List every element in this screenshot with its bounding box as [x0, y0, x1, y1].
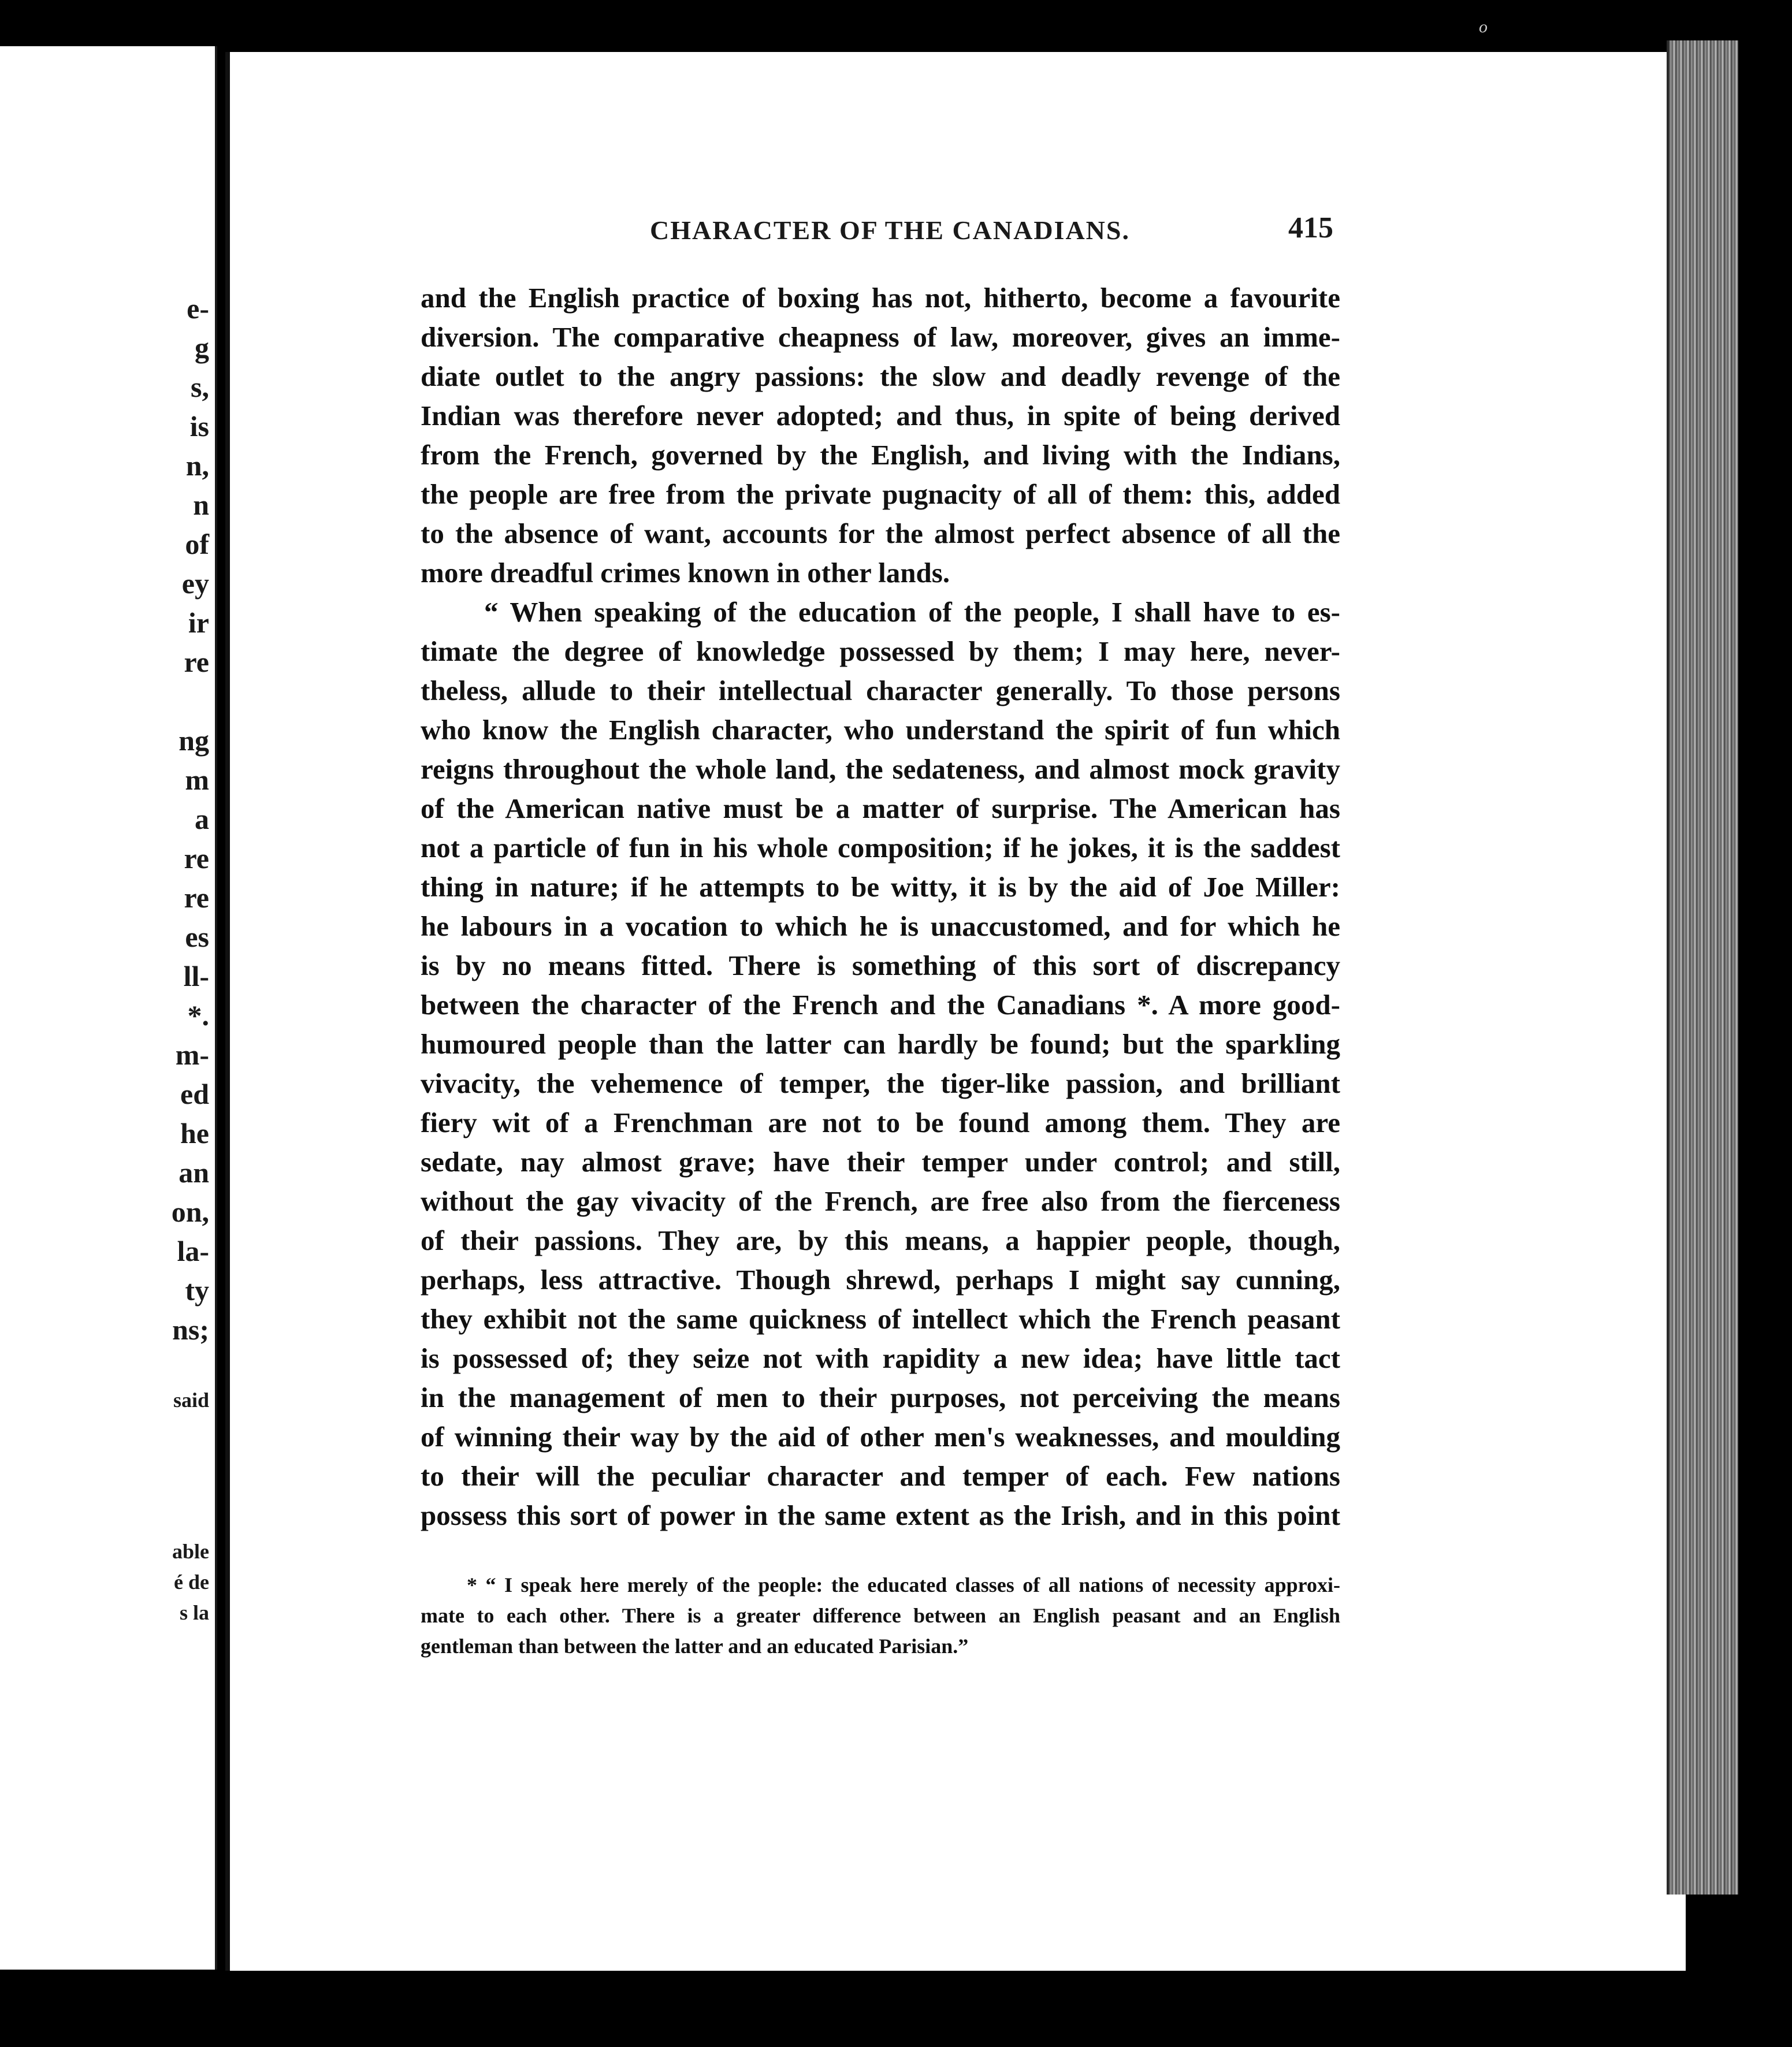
footnote-line: mate to each other. There is a greater difference between an English peasant and an English	[421, 1604, 1340, 1627]
footnote-line: gentleman than between the latter and an educated Parisian.”	[421, 1635, 969, 1658]
text-line: of their passions. They are, by this means, a happier people, though,	[421, 1225, 1340, 1256]
text-line: theless, allude to their intellectual character generally. To those persons	[421, 675, 1340, 706]
previous-page-fragment	[0, 46, 217, 1970]
page-number: 415	[1288, 211, 1333, 244]
text-line: he labours in a vocation to which he is unaccustomed, and for which he	[421, 910, 1340, 942]
text-line: of the American native must be a matter of surprise. The American has	[421, 792, 1340, 824]
left-page-line-fragment: g	[195, 332, 209, 364]
text-line: without the gay vivacity of the French, are free also from the fierceness	[421, 1185, 1340, 1217]
text-line: diversion. The comparative cheapness of law, moreover, gives an imme-	[421, 321, 1340, 353]
left-page-line-fragment: ns;	[172, 1313, 209, 1346]
left-page-line-fragment: an	[179, 1156, 209, 1189]
left-page-line-fragment: on,	[171, 1196, 209, 1228]
text-line: diate outlet to the angry passions: the slow and deadly revenge of the	[421, 360, 1340, 392]
left-page-line-fragment: es	[185, 921, 209, 953]
left-page-line-fragment: n	[193, 489, 209, 521]
running-head: CHARACTER OF THE CANADIANS.	[650, 215, 1130, 245]
text-line: timate the degree of knowledge possessed by them; I may here, never-	[421, 635, 1340, 667]
text-line: of winning their way by the aid of other men's weaknesses, and moulding	[421, 1421, 1340, 1453]
body-text	[421, 278, 1340, 1535]
left-page-line-fragment: a	[195, 803, 209, 835]
left-page-line-fragment: of	[185, 528, 209, 560]
left-page-line-fragment: ty	[185, 1274, 209, 1307]
left-page-line-fragment: ed	[180, 1078, 209, 1110]
paragraph-end-line: more dreadful crimes known in other lands.	[421, 557, 950, 589]
left-page-note-fragment: said	[173, 1389, 209, 1412]
footnote-line: * “ I speak here merely of the people: the educated classes of all nations of necessity approxi-	[467, 1573, 1340, 1596]
left-page-line-fragment: ey	[181, 567, 209, 600]
left-page-line-fragment: n,	[185, 449, 209, 482]
text-line: possess this sort of power in the same extent as the Irish, and in this point	[421, 1499, 1340, 1531]
left-page-line-fragment: re	[184, 881, 209, 914]
text-line: they exhibit not the same quickness of intellect which the French peasant	[421, 1303, 1340, 1335]
left-page-line-fragment: s,	[191, 371, 209, 403]
text-line: humoured people than the latter can hardly be found; but the sparkling	[421, 1028, 1340, 1060]
text-line: is possessed of; they seize not with rapidity a new idea; have little tact	[421, 1342, 1340, 1374]
left-page-note-fragment: able	[172, 1540, 209, 1563]
text-line: reigns throughout the whole land, the sedateness, and almost mock gravity	[421, 753, 1340, 785]
text-line: in the management of men to their purposes, not perceiving the means	[421, 1382, 1340, 1413]
text-line: perhaps, less attractive. Though shrewd, perhaps I might say cunning,	[421, 1264, 1340, 1296]
footnote	[421, 1570, 1340, 1662]
text-line: is by no means fitted. There is something of this sort of discrepancy	[421, 950, 1340, 981]
scan-mark: o	[1479, 17, 1488, 36]
text-line: between the character of the French and the Canadians *. A more good-	[421, 989, 1340, 1021]
left-page-line-fragment: m-	[175, 1039, 209, 1071]
text-line: to the absence of want, accounts for the almost perfect absence of all the	[421, 518, 1340, 549]
left-page-line-fragment: *.	[187, 999, 209, 1032]
left-page-line-fragment: re	[184, 646, 209, 678]
text-line: to their will the peculiar character and temper of each. Few nations	[421, 1460, 1340, 1492]
text-line: vivacity, the vehemence of temper, the tiger-like passion, and brilliant	[421, 1067, 1340, 1099]
left-page-line-fragment: e-	[187, 292, 209, 325]
left-page-line-fragment: ll-	[183, 960, 209, 992]
text-line: the people are free from the private pugnacity of all of them: this, added	[421, 478, 1340, 510]
left-page-line-fragment: re	[184, 842, 209, 874]
text-line: not a particle of fun in his whole composition; if he jokes, it is the saddest	[421, 832, 1340, 864]
left-page-line-fragment: ir	[188, 606, 209, 639]
text-line: who know the English character, who understand the spirit of fun which	[421, 714, 1340, 746]
left-page-note-fragment: é de	[174, 1570, 209, 1594]
text-line: from the French, governed by the English, and living with the Indians,	[421, 439, 1340, 471]
left-page-note-fragment: s la	[179, 1601, 209, 1624]
text-line: and the English practice of boxing has not, hitherto, become a favourite	[421, 282, 1340, 314]
left-page-line-fragment: he	[180, 1117, 209, 1149]
page-block-edge	[1667, 40, 1738, 1895]
text-line: fiery wit of a Frenchman are not to be found among them. They are	[421, 1107, 1340, 1138]
left-page-line-fragment: la-	[177, 1235, 209, 1267]
text-line: Indian was therefore never adopted; and thus, in spite of being derived	[421, 400, 1340, 431]
text-line: sedate, nay almost grave; have their temper under control; and still,	[421, 1146, 1340, 1178]
left-page-line-fragment: m	[185, 764, 209, 796]
text-line: thing in nature; if he attempts to be witty, it is by the aid of Joe Miller:	[421, 871, 1340, 903]
paragraph-start-line: “ When speaking of the education of the people, I shall have to es-	[484, 596, 1340, 628]
left-page-line-fragment: is	[189, 410, 209, 442]
left-page-line-fragment: ng	[179, 724, 209, 757]
